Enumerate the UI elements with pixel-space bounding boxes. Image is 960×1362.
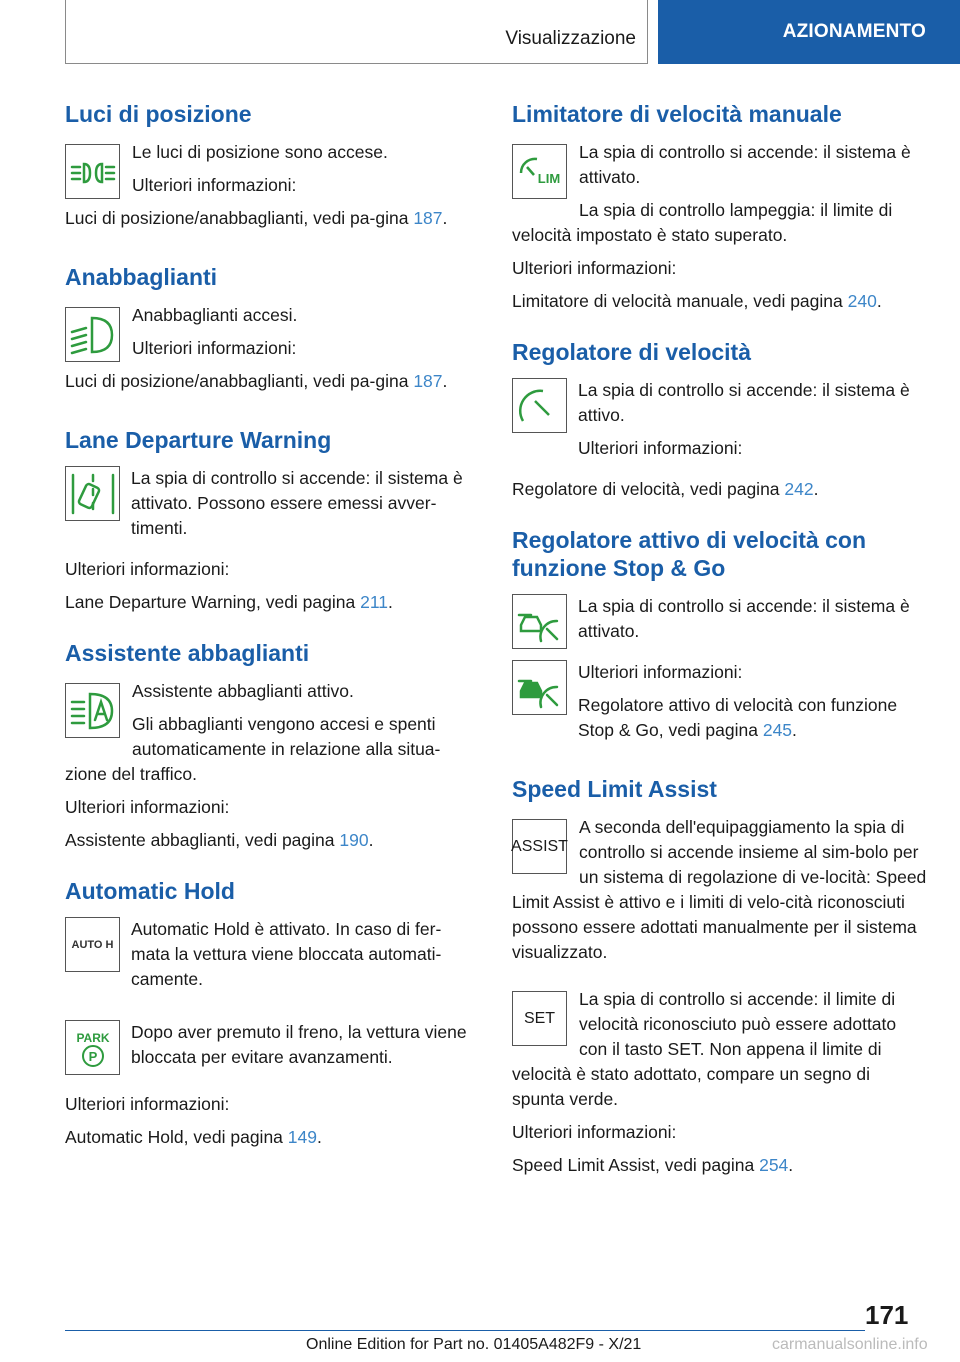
speed-limiter-icon bbox=[512, 144, 567, 199]
icon-row bbox=[65, 466, 480, 549]
section-title: Speed Limit Assist bbox=[512, 776, 717, 802]
body-text: Ulteriori informazioni: bbox=[65, 797, 230, 817]
park-icon bbox=[65, 1020, 120, 1075]
footer-edition: Online Edition for Part no. 01405A482F9 - X/21 bbox=[306, 1336, 642, 1353]
cruise-control-icon bbox=[512, 378, 567, 433]
section-body bbox=[512, 987, 927, 1120]
body-text: Ulteriori informazioni: bbox=[512, 1122, 677, 1142]
section-parking-lights bbox=[65, 100, 480, 239]
icon-row bbox=[65, 917, 480, 1000]
icon-row-text bbox=[578, 660, 927, 751]
section-body bbox=[512, 815, 927, 973]
body-text: La spia di controllo si accende: il sistema è attivato. bbox=[579, 142, 911, 187]
body-text: Anabbaglianti accesi. bbox=[132, 305, 298, 325]
footer-watermark: carmanualsonline.info bbox=[772, 1336, 928, 1353]
body-text: Assistente abbaglianti attivo. bbox=[132, 681, 354, 701]
page-link[interactable]: 242 bbox=[784, 479, 814, 499]
body-text: Dopo aver premuto il freno, la vettura viene bloccata per evitare avanzamenti. bbox=[131, 1022, 467, 1067]
body-text: La spia di controllo si accende: il sistema è attivato. Possono essere emessi avver-timenti. bbox=[131, 468, 463, 538]
body-text: Luci di posizione/anabbaglianti, vedi pa-gina 187. bbox=[65, 208, 448, 228]
body-text: La spia di controllo si accende: il limite di velocità riconosciuto può essere adottato con il tasto SET. Non appena il limite di velocità è stato adottato, compare un segno di spunta verde. bbox=[512, 989, 897, 1109]
body-text: Le luci di posizione sono accese. bbox=[132, 142, 388, 162]
body-text: La spia di controllo si accende: il sistema è attivato. bbox=[578, 596, 910, 641]
section-title: Anabbaglianti bbox=[65, 264, 218, 290]
section-title: Limitatore di velocità manuale bbox=[512, 101, 842, 127]
acc-active-icon bbox=[512, 660, 567, 715]
body-text: Assistente abbaglianti, vedi pagina 190. bbox=[65, 830, 374, 850]
icon-row bbox=[512, 660, 927, 751]
page-link[interactable]: 211 bbox=[360, 592, 388, 612]
body-text: Speed Limit Assist, vedi pagina 254. bbox=[512, 1155, 794, 1175]
body-text: Ulteriori informazioni: bbox=[65, 559, 230, 579]
page-link[interactable]: 149 bbox=[287, 1127, 317, 1147]
section-body bbox=[65, 140, 480, 239]
page-number: 171 bbox=[865, 1300, 909, 1330]
icon-row bbox=[65, 1020, 480, 1078]
body-text: Ulteriori informazioni: bbox=[132, 175, 297, 195]
body-text: A seconda dell'equipaggiamento la spia di controllo si accende insieme al sim-bolo per un sistema di regolazione di ve-locità: Speed Limit Assist è attivo e i limiti di velo-cità riconosciuti possono essere adottati manualmente per il sistema visualizzato. bbox=[512, 817, 927, 962]
section-body bbox=[512, 140, 927, 256]
body-text: Automatic Hold, vedi pagina 149. bbox=[65, 1127, 322, 1147]
header-chapter-tab[interactable] bbox=[658, 0, 960, 64]
section-body bbox=[65, 303, 480, 402]
body-text: Luci di posizione/anabbaglianti, vedi pa-gina 187. bbox=[65, 371, 448, 391]
page-link[interactable]: 245 bbox=[762, 720, 793, 740]
parking-lights-icon bbox=[65, 144, 120, 199]
icon-row bbox=[512, 378, 927, 469]
header-section-title: Visualizzazione bbox=[505, 28, 636, 49]
body-text: Ulteriori informazioni: bbox=[65, 1094, 230, 1114]
section-high-beam-assist bbox=[65, 639, 480, 853]
section-low-beam bbox=[65, 263, 480, 402]
body-text: Ulteriori informazioni: bbox=[132, 338, 297, 358]
body-text: Ulteriori informazioni: bbox=[578, 438, 743, 458]
icon-row bbox=[512, 594, 927, 652]
body-text: La spia di controllo lampeggia: il limite di velocità impostato è stato superato. bbox=[512, 200, 893, 245]
low-beam-icon bbox=[65, 307, 120, 362]
header-chapter-label: AZIONAMENTO bbox=[782, 21, 926, 42]
page-link[interactable]: 187 bbox=[413, 371, 443, 391]
section-body bbox=[65, 679, 480, 795]
body-text: Limitatore di velocità manuale, vedi pagina 240. bbox=[512, 291, 882, 311]
body-text: La spia di controllo si accende: il sistema è attivo. bbox=[578, 380, 910, 425]
section-acc-stop-go bbox=[512, 526, 927, 751]
section-title: Luci di posizione bbox=[65, 101, 252, 127]
section-speed-limiter bbox=[512, 100, 927, 314]
body-text: Ulteriori informazioni: bbox=[512, 258, 677, 278]
set-icon: SET bbox=[512, 991, 567, 1046]
body-text: Lane Departure Warning, vedi pagina 211. bbox=[65, 592, 393, 612]
section-title: Regolatore attivo di velocità con funzione Stop & Go bbox=[512, 527, 867, 581]
section-title: Automatic Hold bbox=[65, 878, 235, 904]
page-link[interactable]: 254 bbox=[759, 1155, 789, 1175]
section-title: Assistente abbaglianti bbox=[65, 640, 310, 666]
section-lane-departure bbox=[65, 426, 480, 615]
section-title: Lane Departure Warning bbox=[65, 427, 332, 453]
assist-icon: ASSIST bbox=[512, 819, 567, 874]
page-link[interactable]: 190 bbox=[339, 830, 369, 850]
high-beam-assist-icon bbox=[65, 683, 120, 738]
left-column bbox=[65, 100, 480, 1174]
page-link[interactable]: 187 bbox=[413, 208, 443, 228]
body-text: Automatic Hold è attivato. In caso di fer-mata la vettura viene bloccata automati-camente. bbox=[131, 919, 442, 989]
section-title: Regolatore di velocità bbox=[512, 339, 752, 365]
body-text: Regolatore di velocità, vedi pagina 242. bbox=[512, 479, 819, 499]
icon-row-text bbox=[578, 378, 927, 469]
svg-text:LIM: LIM bbox=[537, 170, 560, 186]
footer-rule bbox=[65, 1330, 865, 1331]
svg-text:PARK: PARK bbox=[75, 1030, 110, 1045]
body-text: Regolatore attivo di velocità con funzione Stop & Go, vedi pagina 245. bbox=[578, 695, 898, 740]
right-column bbox=[512, 100, 927, 1202]
body-text: Ulteriori informazioni: bbox=[578, 662, 743, 682]
lane-departure-icon bbox=[65, 466, 120, 521]
body-text: Gli abbaglianti vengono accesi e spenti automaticamente in relazione alla situa-zione del traffico. bbox=[65, 714, 441, 784]
section-automatic-hold bbox=[65, 877, 480, 1150]
section-speed-limit-assist bbox=[512, 775, 927, 1178]
page-link[interactable]: 240 bbox=[847, 291, 877, 311]
svg-text:P: P bbox=[88, 1048, 97, 1064]
auto-hold-icon: AUTO H bbox=[65, 917, 120, 972]
acc-icon bbox=[512, 594, 567, 649]
section-cruise-control bbox=[512, 338, 927, 502]
